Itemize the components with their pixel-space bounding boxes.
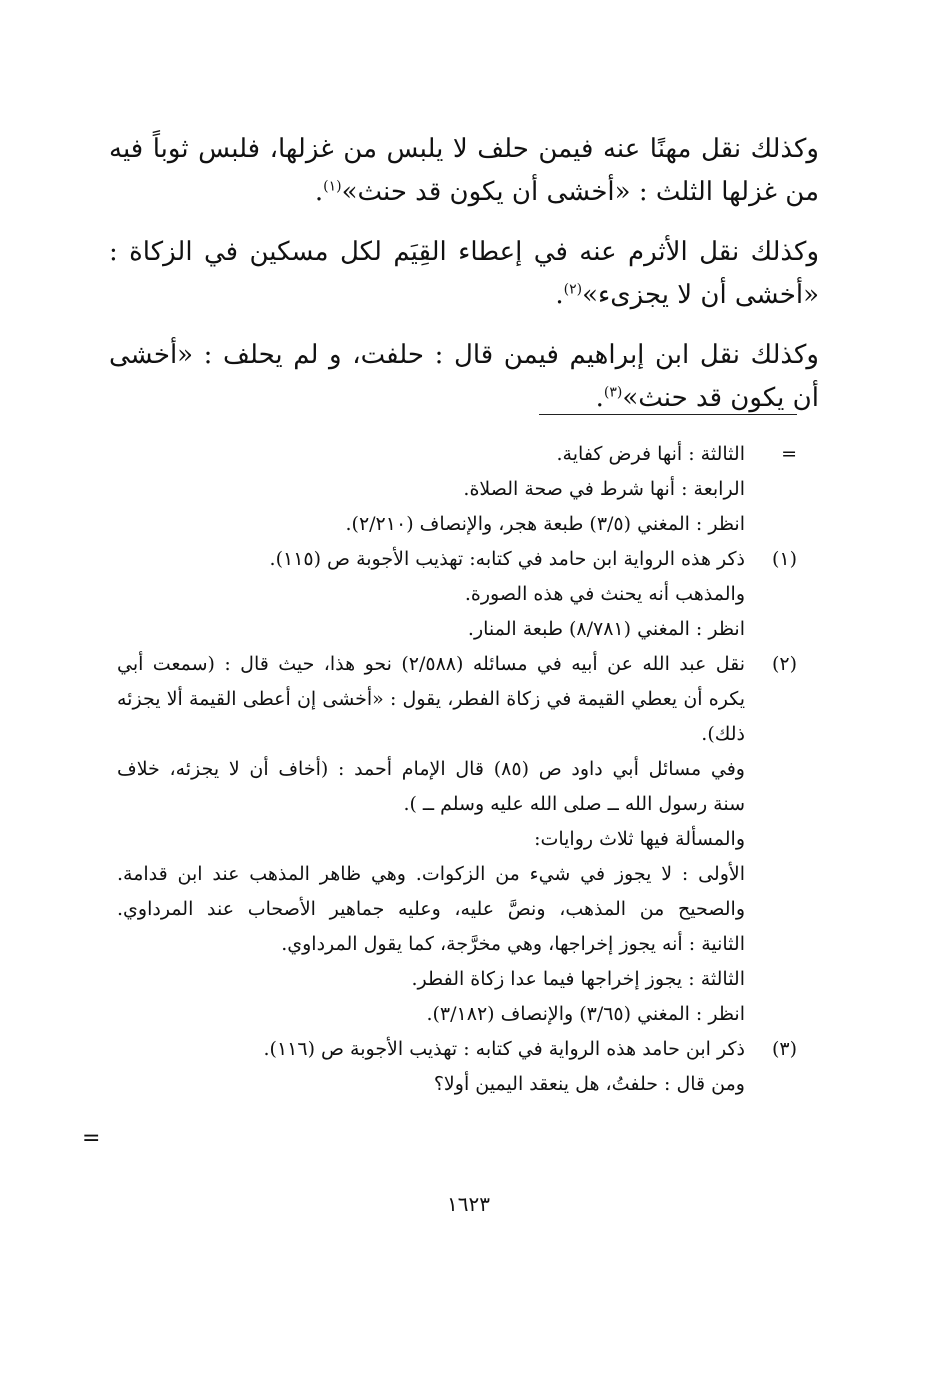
- footnotes: [117, 437, 797, 1102]
- footnote-body: [117, 542, 745, 647]
- paragraph: [109, 128, 819, 214]
- footnote: [117, 647, 797, 1032]
- footnote-line: والمسألة فيها ثلاث روايات:: [534, 828, 745, 850]
- continuation-mark: =: [82, 1126, 101, 1151]
- main-text: [109, 128, 819, 437]
- footnote: [117, 542, 797, 647]
- footnote-body: [117, 437, 745, 542]
- footnote: [117, 1032, 797, 1102]
- paragraph: [109, 334, 819, 420]
- footnote-line: ومن قال : حلفتُ، هل ينعقد اليمين أولا؟: [433, 1073, 745, 1095]
- footnote-line: الثالثة : يجوز إخراجها فيما عدا زكاة الفطر.: [411, 968, 745, 990]
- footnote: [117, 437, 797, 542]
- footnote-marker: =: [781, 443, 797, 465]
- footnote-line: انظر : المغني (٣/٦٥) والإنصاف (٣/١٨٢).: [426, 1003, 745, 1025]
- footnote-line: ذلك).: [701, 723, 745, 745]
- footnote-line: يكره أن يعطي القيمة في زكاة الفطر، يقول : «أخشى إن أعطى القيمة ألا يجزئه: [117, 688, 745, 710]
- page-number: ١٦٢٣: [447, 1192, 490, 1216]
- footnote-line: انظر : المغني (٨/٧٨١) طبعة المنار.: [467, 618, 745, 640]
- footnote-reference: (١): [323, 178, 342, 195]
- footnote-reference: (٢): [563, 281, 583, 298]
- footnote-body: [117, 647, 745, 1032]
- paragraph-text: وكذلك نقل الأثرم عنه في إعطاء القِيَم لكل مسكين في الزكاة : «أخشى أن لا يجزىء»: [109, 237, 819, 310]
- footnote-line: ذكر ابن حامد هذه الرواية في كتابه : تهذيب الأجوبة ص (١١٦).: [263, 1038, 745, 1060]
- footnote-line: الرابعة : أنها شرط في صحة الصلاة.: [463, 478, 745, 500]
- footnote-line: الأولى : لا يجوز في شيء من الزكوات. وهي ظاهر المذهب عند ابن قدامة.: [117, 863, 745, 885]
- footnote-line: والمذهب أنه يحنث في هذه الصورة.: [464, 583, 745, 605]
- paragraph-end: .: [595, 383, 604, 413]
- footnote-line: والصحيح من المذهب، ونصَّ عليه، وعليه جماهير الأصحاب عند المرداوي.: [117, 898, 745, 920]
- footnote-line: نقل عبد الله عن أبيه في مسائله (٢/٥٨٨) نحو هذا، حيث قال : (سمعت أبي: [117, 653, 745, 675]
- footnote-separator: [539, 414, 797, 415]
- footnote-line: الثالثة : أنها فرض كفاية.: [556, 443, 745, 465]
- paragraph-end: .: [555, 280, 564, 310]
- footnote-line: الثانية : أنه يجوز إخراجها، وهي مخرَّجة، كما يقول المرداوي.: [281, 933, 745, 955]
- footnote-marker: (٢): [771, 653, 797, 675]
- paragraph-text: وكذلك نقل ابن إبراهيم فيمن قال : حلفت، و لم يحلف : «أخشى أن يكون قد حنث»: [109, 340, 819, 413]
- footnote-line: انظر : المغني (٣/٥) طبعة هجر، والإنصاف (٢/٢١٠).: [345, 513, 745, 535]
- footnote-marker: (١): [771, 548, 797, 570]
- paragraph-end: .: [314, 177, 324, 207]
- footnote-line: ذكر هذه الرواية ابن حامد في كتابه: تهذيب الأجوبة ص (١١٥).: [269, 548, 745, 570]
- footnote-line: سنة رسول الله ــ صلى الله عليه وسلم ــ ).: [403, 793, 745, 815]
- footnote-body: [117, 1032, 745, 1102]
- paragraph: [109, 231, 819, 317]
- footnote-marker: (٣): [771, 1038, 797, 1060]
- footnote-line: وفي مسائل أبي داود ص (٨٥) قال الإمام أحمد : (أخاف أن لا يجزئه، خلاف: [117, 758, 745, 780]
- footnote-reference: (٣): [603, 384, 623, 401]
- paragraph-text: وكذلك نقل مهنًا عنه فيمن حلف لا يلبس من غزلها، فلبس ثوباً فيه من غزلها الثلث : «أخشى أن يكون قد حنث»: [109, 134, 819, 207]
